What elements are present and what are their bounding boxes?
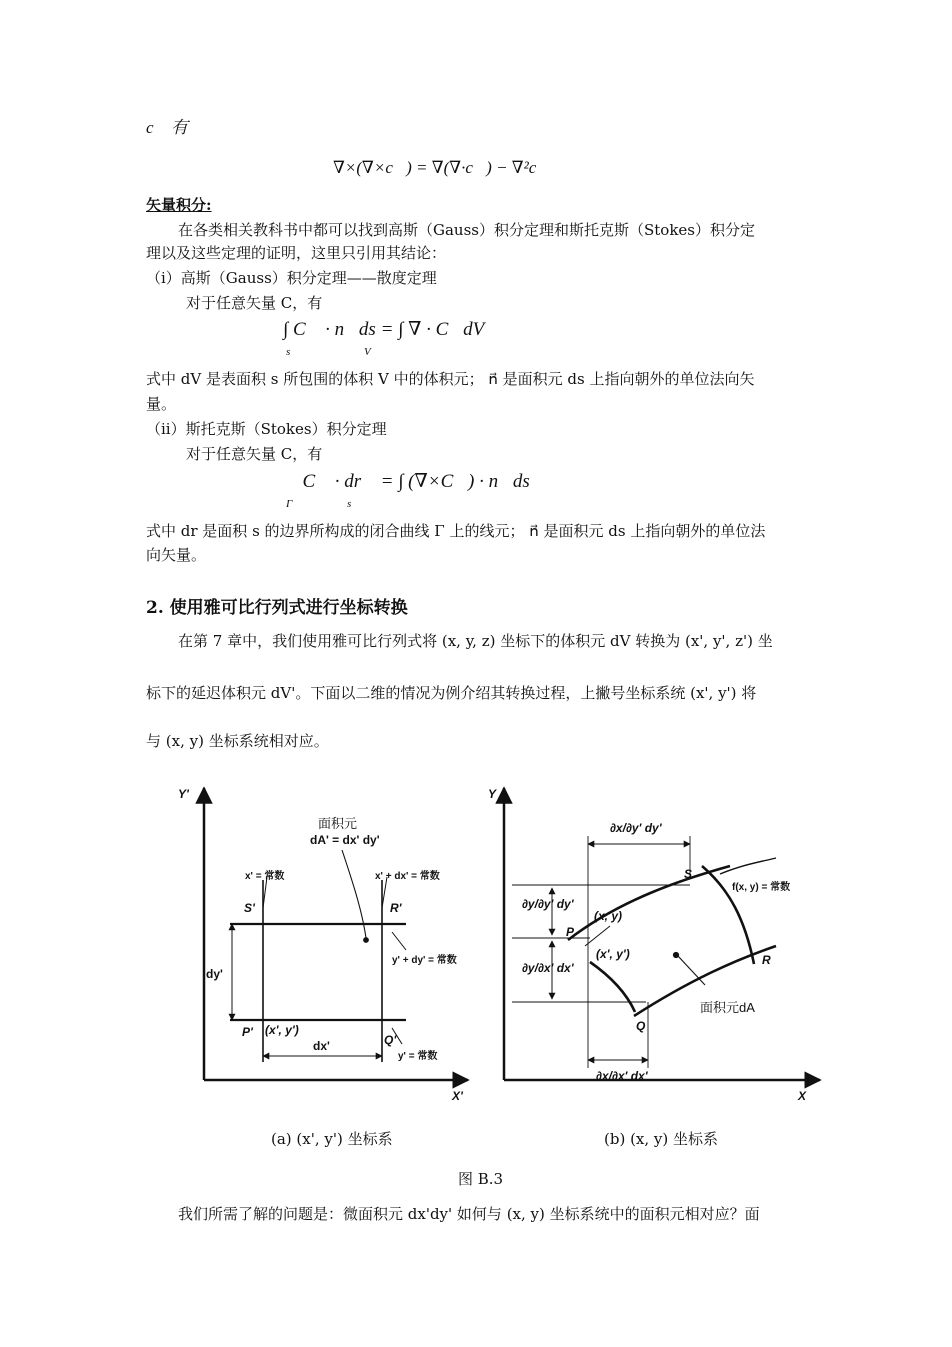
a-R-label: R'	[390, 901, 402, 915]
a-y-const-label: y' = 常数	[398, 1051, 438, 1062]
b-R-label: R	[762, 953, 771, 967]
b-left-frac1: ∂y/∂y' dy'	[522, 897, 574, 911]
b-curve-PQ	[590, 962, 635, 1012]
stokes-title: （ii）斯托克斯（Stokes）积分定理	[146, 420, 387, 438]
a-y-axis-label: Y'	[178, 787, 189, 801]
b-y-axis-label: Y	[488, 787, 497, 801]
gauss-lower-v: V	[364, 346, 371, 358]
a-y-dy-leader	[392, 932, 406, 950]
gauss-title: （i）高斯（Gauss）积分定理——散度定理	[146, 269, 437, 287]
section2-para-line3: 与 (x, y) 坐标系统相对应。	[146, 732, 329, 750]
last-line: 我们所需了解的问题是：微面积元 dx'dy' 如何与 (x, y) 坐标系统中的面积元相对应？面	[178, 1205, 760, 1223]
b-area-leader	[678, 956, 705, 985]
panel-b	[504, 788, 820, 1080]
gauss-note-line1: 式中 dV 是表面积 s 所包围的体积 V 中的体积元； n⃗ 是面积元 ds 上指向朝外的单位法向矢	[146, 370, 755, 388]
b-left-frac2: ∂y/∂x' dx'	[522, 961, 574, 975]
a-area-label: 面积元	[318, 816, 358, 831]
gauss-formula: ∫ C⃗ · n⃗ds = ∫ ∇ · C⃗dV	[283, 319, 485, 340]
a-P-coord: (x', y')	[265, 1023, 299, 1037]
a-area-formula: dA' = dx' dy'	[310, 833, 380, 847]
a-P-label: P'	[242, 1025, 253, 1039]
a-y-dy-const-label: y' + dy' = 常数	[392, 955, 457, 966]
stokes-note-line1: 式中 dr 是面积 s 的边界所构成的闭合曲线 Γ 上的线元； n⃗ 是面积元 ds 上指向朝外的单位法	[146, 522, 766, 540]
para1-line2: 理以及这些定理的证明，这里只引用其结论：	[146, 244, 447, 262]
gauss-lower-s: s	[286, 346, 291, 358]
b-xpyp-label: (x', y')	[596, 947, 630, 961]
c-has-line: c⃗ 有	[146, 118, 189, 137]
stokes-formula: ∮ C⃗ · dr⃗ = ∫ (∇×C⃗) · n⃗ds	[283, 471, 530, 492]
vector-integral-heading: 矢量积分:	[146, 196, 212, 214]
b-P-tick	[585, 926, 610, 946]
b-area-label: 面积元dA	[700, 1000, 755, 1015]
section2-para-line1: 在第 7 章中，我们使用雅可比行列式将 (x, y, z) 坐标下的体积元 dV 转换为 (x', y', z') 坐	[178, 632, 773, 650]
section2-heading: 2. 使用雅可比行列式进行坐标转换	[146, 598, 408, 618]
b-curve-SR	[702, 866, 754, 964]
a-Q-label: Q'	[384, 1033, 397, 1047]
stokes-lower-gamma: Γ	[286, 498, 293, 510]
a-dx-label: dx'	[313, 1039, 330, 1053]
b-curve-PS	[568, 866, 730, 940]
para1-line1: 在各类相关教科书中都可以找到高斯（Gauss）积分定理和斯托克斯（Stokes）积分定	[178, 221, 755, 239]
gauss-note-line2: 量。	[146, 395, 177, 413]
a-x-axis-label: X'	[452, 1089, 463, 1103]
b-P-label: P	[566, 925, 575, 939]
b-Q-label: Q	[636, 1019, 646, 1033]
a-x-const-label: x' = 常数	[245, 871, 285, 882]
a-area-dot	[364, 938, 369, 943]
a-S-label: S'	[244, 901, 255, 915]
b-x-axis-label: X	[798, 1089, 807, 1103]
section2-para-line2: 标下的延迟体积元 dV'。下面以二维的情况为例介绍其转换过程，上撇号坐标系统 (x', y') 将	[146, 684, 757, 702]
b-bottom-frac: ∂x/∂x' dx'	[596, 1069, 648, 1083]
a-x-dx-const-label: x' + dx' = 常数	[375, 871, 440, 882]
stokes-lower-s: s	[347, 498, 352, 510]
b-xy-label: (x, y)	[594, 909, 623, 923]
b-area-dot	[673, 952, 678, 957]
stokes-for: 对于任意矢量 C，有	[186, 445, 323, 463]
figure-b3	[170, 780, 830, 1110]
caption-b: (b) (x, y) 坐标系	[604, 1130, 719, 1148]
a-dy-label: dy'	[206, 967, 223, 981]
b-S-label: S	[684, 867, 693, 881]
curl-identity: ∇×(∇×c⃗) = ∇(∇·c⃗) − ∇²c⃗	[333, 158, 550, 177]
b-top-frac: ∂x/∂y' dy'	[610, 821, 662, 835]
figure-number: 图 B.3	[458, 1170, 504, 1188]
stokes-note-line2: 向矢量。	[146, 546, 207, 564]
b-f-const-label: f(x, y) = 常数	[732, 882, 791, 893]
caption-a: (a) (x', y') 坐标系	[271, 1130, 393, 1148]
gauss-for: 对于任意矢量 C，有	[186, 294, 323, 312]
